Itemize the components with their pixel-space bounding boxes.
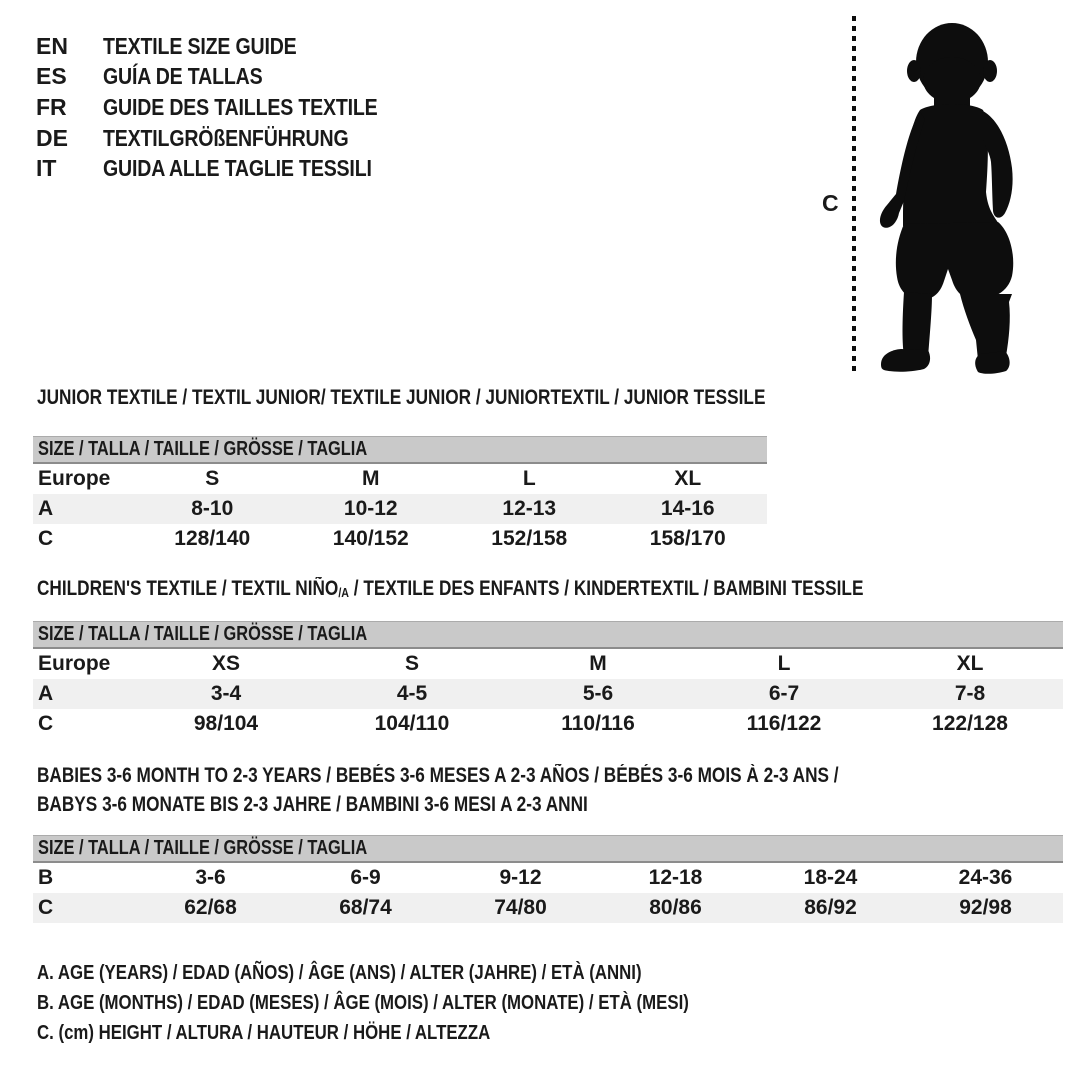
language-code: ES <box>36 63 67 90</box>
size-cell: 74/80 <box>494 896 547 919</box>
row-label: C <box>38 527 54 550</box>
height-dashed-line <box>852 16 856 373</box>
size-header-text: SIZE / TALLA / TAILLE / GRÖSSE / TAGLIA <box>38 837 368 859</box>
size-header-text: SIZE / TALLA / TAILLE / GRÖSSE / TAGLIA <box>38 623 368 645</box>
children-title-post: / TEXTILE DES ENFANTS / KINDERTEXTIL / BAMBINI TESSILE <box>349 577 864 600</box>
size-cell: 68/74 <box>339 896 392 919</box>
babies-section-title <box>37 762 1015 819</box>
language-label: TEXTILE SIZE GUIDE <box>103 32 297 59</box>
children-section-title <box>37 577 1045 603</box>
size-cell: 7-8 <box>954 682 986 705</box>
legend-text-b: B. AGE (MONTHS) / EDAD (MESES) / ÂGE (MOIS) / ALTER (MONATE) / ETÀ (MESI) <box>37 991 689 1014</box>
language-label: GUÍA DE TALLAS <box>103 63 263 90</box>
size-cell: 10-12 <box>343 497 398 520</box>
table-row <box>33 494 767 524</box>
babies-title-line2: BABYS 3-6 MONATE BIS 2-3 JAHRE / BAMBINI 3-6 MESI A 2-3 ANNI <box>37 792 588 816</box>
size-cell: 62/68 <box>184 896 237 919</box>
size-cell: 122/128 <box>932 712 1008 735</box>
size-cell: 158/170 <box>649 527 726 550</box>
language-code: EN <box>36 32 68 59</box>
size-cell: 3-6 <box>195 866 226 889</box>
size-cell: 12-13 <box>502 497 557 520</box>
size-cell: 4-5 <box>396 682 428 705</box>
row-label: A <box>38 497 54 520</box>
size-cell: 116/122 <box>746 712 822 735</box>
size-cell: L <box>522 467 536 490</box>
language-row <box>36 92 426 123</box>
legend-text-a: A. AGE (YEARS) / EDAD (AÑOS) / ÂGE (ANS) / ALTER (JAHRE) / ETÀ (ANNI) <box>37 961 642 984</box>
height-measure-label: C <box>822 190 839 216</box>
language-row <box>36 123 426 154</box>
language-label: GUIDA ALLE TAGLIE TESSILI <box>103 155 372 182</box>
legend-row-a <box>37 958 832 988</box>
size-cell: 140/152 <box>332 527 409 550</box>
junior-section-title <box>37 386 925 410</box>
table-row <box>33 893 1063 923</box>
table-row <box>33 863 1063 893</box>
language-label: TEXTILGRÖßENFÜHRUNG <box>103 124 349 151</box>
children-title-sub: /A <box>338 585 350 600</box>
junior-size-table <box>33 436 767 554</box>
language-code: DE <box>36 124 68 151</box>
size-cell: XL <box>956 652 984 675</box>
size-cell: 12-18 <box>648 866 703 889</box>
size-cell: 6-7 <box>768 682 800 705</box>
size-cell: 80/86 <box>649 896 702 919</box>
language-code: FR <box>36 93 67 120</box>
size-cell: XS <box>211 652 240 675</box>
language-label: GUIDE DES TAILLES TEXTILE <box>103 93 378 120</box>
size-cell: 6-9 <box>350 866 381 889</box>
size-cell: 14-16 <box>660 497 715 520</box>
children-title-pre: CHILDREN'S TEXTILE / TEXTIL NIÑO <box>37 577 339 600</box>
size-cell: M <box>362 467 380 490</box>
children-table-body <box>33 649 1063 739</box>
language-row <box>36 62 426 93</box>
size-header-band <box>33 436 767 464</box>
size-cell: 152/158 <box>491 527 568 550</box>
table-row <box>33 464 767 494</box>
language-row <box>36 31 426 62</box>
size-cell: 86/92 <box>804 896 857 919</box>
table-row <box>33 524 767 554</box>
size-cell: 8-10 <box>191 497 234 520</box>
table-row <box>33 679 1063 709</box>
measurement-legend <box>37 958 832 1048</box>
babies-size-table <box>33 835 1063 923</box>
size-cell: 110/116 <box>561 712 635 735</box>
size-cell: S <box>404 652 419 675</box>
size-cell: 18-24 <box>803 866 858 889</box>
row-label: A <box>38 682 54 705</box>
size-cell: S <box>205 467 220 490</box>
children-size-table <box>33 621 1063 739</box>
legend-text-c: C. (cm) HEIGHT / ALTURA / HAUTEUR / HÖHE / ALTEZZA <box>37 1021 491 1044</box>
table-row <box>33 649 1063 679</box>
junior-table-body <box>33 464 767 554</box>
children-title-text <box>37 577 863 603</box>
size-cell: 9-12 <box>499 866 542 889</box>
legend-row-c <box>37 1018 832 1048</box>
size-cell: 3-4 <box>210 682 242 705</box>
size-header-text: SIZE / TALLA / TAILLE / GRÖSSE / TAGLIA <box>38 438 368 460</box>
row-label: C <box>38 896 54 919</box>
toddler-silhouette-icon <box>866 14 1026 379</box>
language-row <box>36 153 426 184</box>
language-list <box>36 31 426 184</box>
row-label: B <box>38 866 54 889</box>
size-cell: 24-36 <box>958 866 1013 889</box>
size-cell: M <box>589 652 607 675</box>
size-cell: L <box>777 652 791 675</box>
size-header-band <box>33 835 1063 863</box>
size-cell: XL <box>674 467 702 490</box>
babies-table-body <box>33 863 1063 923</box>
size-cell: 128/140 <box>174 527 251 550</box>
size-cell: 98/104 <box>193 712 259 735</box>
size-cell: 5-6 <box>582 682 614 705</box>
size-cell: 104/110 <box>374 712 450 735</box>
legend-row-b <box>37 988 832 1018</box>
size-cell: 92/98 <box>959 896 1012 919</box>
babies-title-line1: BABIES 3-6 MONTH TO 2-3 YEARS / BEBÉS 3-6 MESES A 2-3 AÑOS / BÉBÉS 3-6 MOIS À 2-3 ANS / <box>37 764 839 787</box>
size-header-band <box>33 621 1063 649</box>
table-row <box>33 709 1063 739</box>
row-label: Europe <box>38 652 111 675</box>
language-code: IT <box>36 155 57 182</box>
row-label: Europe <box>38 467 111 490</box>
junior-title-text: JUNIOR TEXTILE / TEXTIL JUNIOR/ TEXTILE JUNIOR / JUNIORTEXTIL / JUNIOR TESSILE <box>37 386 766 409</box>
row-label: C <box>38 712 54 735</box>
